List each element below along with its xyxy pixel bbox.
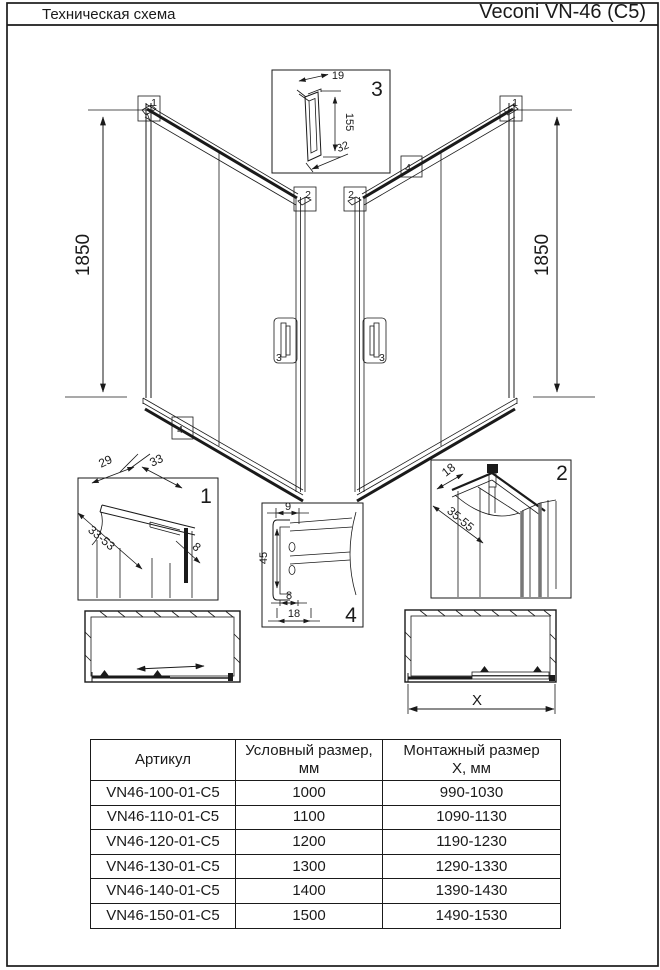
cell-nominal: 1100: [236, 805, 383, 830]
cell-mounting: 990-1030: [383, 781, 561, 806]
plan-view-right: [405, 610, 556, 714]
col-header-mounting-line2: Х, мм: [452, 760, 491, 777]
col-header-mounting-line1: Монтажный размер: [403, 742, 540, 759]
col-header-nominal-line2: мм: [298, 760, 320, 777]
detail-3-number: 3: [371, 78, 383, 101]
right-door-drawing: [344, 96, 595, 501]
page-title: Техническая схема: [42, 6, 176, 23]
right-marker-1-label: 1: [512, 97, 518, 109]
table-row: [91, 781, 561, 806]
detail-1: [78, 451, 218, 600]
cell-article: VN46-100-01-C5: [91, 781, 236, 806]
left-marker-3-label: 3: [276, 352, 282, 364]
right-marker-3-label: 3: [379, 352, 385, 364]
detail-4-dim-d: 18: [287, 608, 301, 620]
cell-nominal: 1400: [236, 879, 383, 904]
detail-1-dim-b: 33: [147, 451, 166, 470]
size-table-header-row: [91, 740, 561, 781]
detail-1-dim-a: 29: [96, 452, 115, 471]
detail-3-dim-width: 19: [331, 70, 345, 82]
detail-4-number: 4: [345, 604, 357, 627]
table-row: [91, 903, 561, 928]
cell-article: VN46-110-01-C5: [91, 805, 236, 830]
left-door-drawing: [65, 96, 316, 501]
left-door-handle: [274, 318, 297, 364]
left-marker-2-label: 2: [305, 189, 311, 201]
col-header-article: Артикул: [91, 740, 236, 781]
cell-mounting: 1190-1230: [383, 830, 561, 855]
detail-2: [431, 460, 571, 598]
plan-view-left: [85, 611, 240, 682]
cell-nominal: 1300: [236, 854, 383, 879]
left-marker-4-label: 4: [177, 424, 183, 436]
table-row: [91, 854, 561, 879]
cell-nominal: 1500: [236, 903, 383, 928]
detail-3-dim-depth: 32: [334, 139, 351, 156]
detail-1-number: 1: [200, 485, 212, 508]
col-header-nominal-line1: Условный размер,: [245, 742, 373, 759]
detail-4-dim-c: 8: [285, 590, 293, 602]
table-row: [91, 830, 561, 855]
cell-nominal: 1000: [236, 781, 383, 806]
table-row: [91, 879, 561, 904]
cell-mounting: 1390-1430: [383, 879, 561, 904]
col-header-mounting: [383, 740, 561, 781]
detail-4-dim-b: 45: [258, 551, 270, 565]
detail-2-dim-a: 18: [438, 460, 459, 480]
detail-1-dim-c: 33-53: [85, 522, 118, 554]
product-name: Veconi VN-46 (C5): [479, 1, 646, 23]
detail-1-dim-d: 8: [189, 539, 204, 555]
mounting-x-label: X: [471, 692, 483, 709]
detail-4: [258, 501, 363, 627]
detail-2-dim-b: 35-55: [444, 503, 477, 535]
right-marker-2-label: 2: [348, 189, 354, 201]
left-marker-1-label: 1: [151, 97, 157, 109]
col-header-nominal: [236, 740, 383, 781]
detail-3: [272, 70, 390, 173]
right-door-height-label: 1850: [532, 233, 553, 277]
left-door-height-label: 1850: [73, 233, 94, 277]
cell-nominal: 1200: [236, 830, 383, 855]
cell-article: VN46-130-01-C5: [91, 854, 236, 879]
right-marker-4-label: 4: [405, 162, 411, 174]
detail-4-dim-a: 9: [284, 501, 292, 513]
cell-article: VN46-120-01-C5: [91, 830, 236, 855]
cell-article: VN46-150-01-C5: [91, 903, 236, 928]
size-table: [90, 739, 561, 929]
table-row: [91, 805, 561, 830]
detail-3-dim-height: 155: [343, 112, 355, 132]
cell-mounting: 1290-1330: [383, 854, 561, 879]
cell-article: VN46-140-01-C5: [91, 879, 236, 904]
detail-2-number: 2: [556, 462, 568, 485]
cell-mounting: 1090-1130: [383, 805, 561, 830]
cell-mounting: 1490-1530: [383, 903, 561, 928]
right-door-handle: [363, 318, 386, 364]
